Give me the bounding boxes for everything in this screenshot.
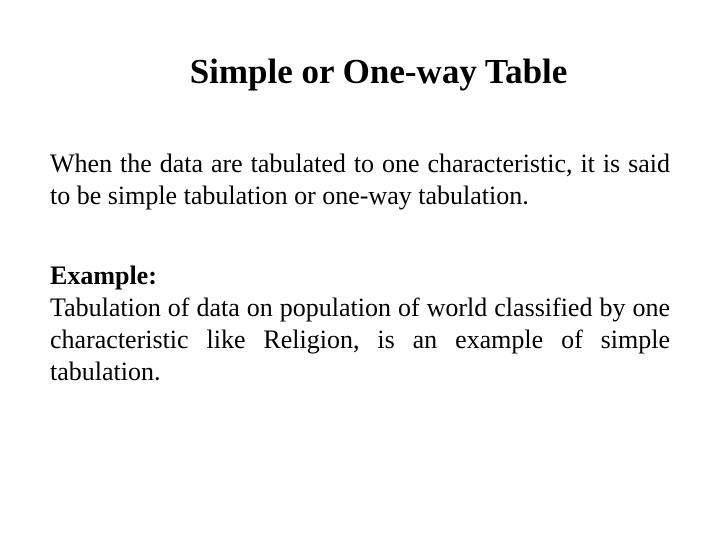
definition-paragraph: When the data are tabulated to one characteristic, it is said to be simple tabulation or one-way tabulation. [50, 149, 670, 210]
example-block [50, 260, 670, 388]
example-text: Tabulation of data on population of world classified by one characteristic like Religion, is an example of simple tabulation. [50, 293, 670, 386]
slide-title: Simple or One-way Table [189, 52, 568, 91]
example-heading: Example: [50, 261, 157, 290]
